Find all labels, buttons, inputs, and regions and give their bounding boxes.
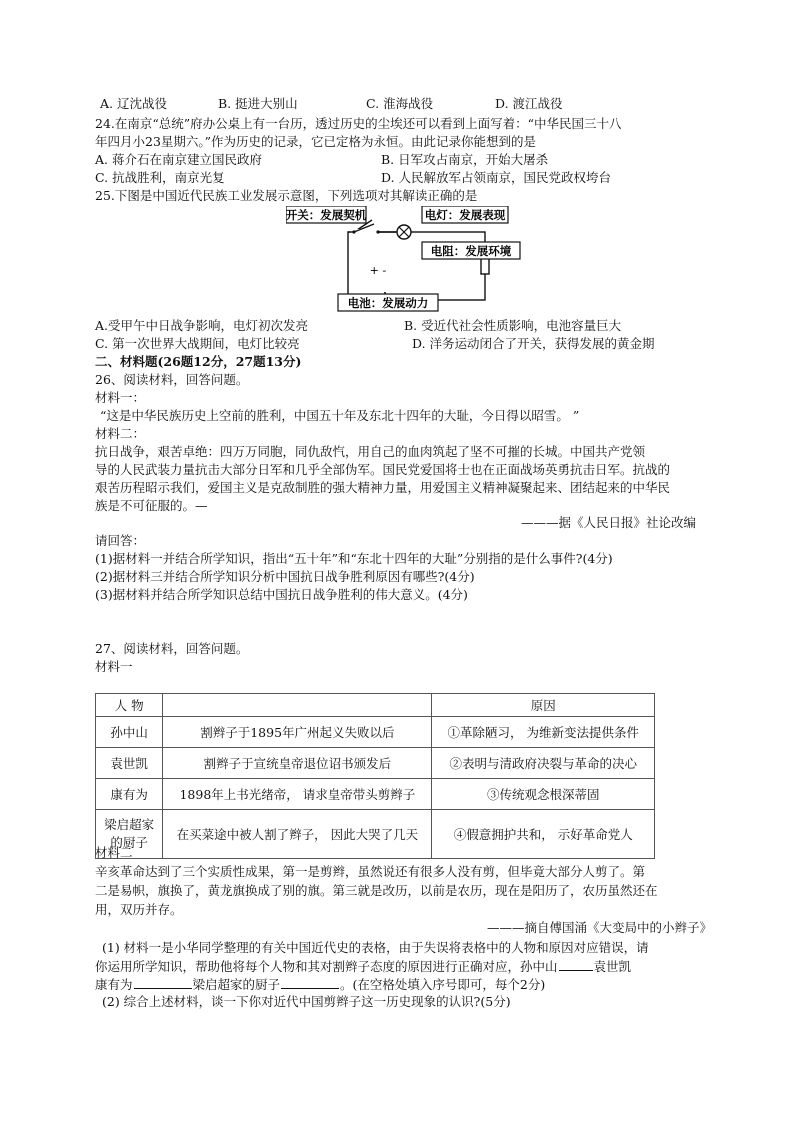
q23-option-a: A. 辽沈战役 <box>100 96 167 111</box>
q27-question2: (2) 综合上述材料，谈一下你对近代中国剪辫子这一历史现象的认识?(5分) <box>102 994 511 1009</box>
q27-material2-label: 材料二 <box>95 845 133 860</box>
table-row <box>96 748 655 779</box>
table-row <box>96 717 655 748</box>
resistor-label: 电阻：发展环境 <box>430 244 512 258</box>
table-cell-person: 袁世凯 <box>96 748 163 779</box>
table-cell-reason: ④假意拥护共和， 示好革命党人 <box>432 810 655 859</box>
q25-option-c: C. 第一次世界大战期间，电灯比较亮 <box>95 336 300 351</box>
q26-material1-label: 材料一： <box>95 390 146 405</box>
q25-stem: 25.下图是中国近代民族工业发展示意图，下列选项对其解读正确的是 <box>95 188 478 203</box>
q26-material2-line3: 艰苦历程昭示我们，爱国主义是克敌制胜的强大精神力量，用爱国主义精神凝聚起来、团结起来的中华民 <box>95 480 671 495</box>
q27-question1-line1: (1) 材料一是小华同学整理的有关中国近代史的表格，由于失误将表格中的人物和原因对应错误，请 <box>102 940 649 955</box>
q27-question1-text: 。(在空格处填入序号即可，每个2分) <box>340 977 546 992</box>
q27-table <box>95 693 655 859</box>
q26-material2-line1: 抗日战争，艰苦卓绝：四万万同胞，同仇敌忾，用自己的血肉筑起了坚不可摧的长城。中国共产党领 <box>95 444 646 459</box>
table-row <box>96 810 655 859</box>
q26-question1: (1)据材料一并结合所学知识，指出“五十年”和“东北十四年的大耻”分别指的是什么事件?(4分) <box>95 551 613 566</box>
q27-source: ———摘自傅国涌《大变局中的小辫子》 <box>487 920 713 935</box>
q27-question1-text: 袁世凯 <box>593 959 632 974</box>
q23-option-c: C. 淮海战役 <box>366 96 434 111</box>
q23-option-b: B. 挺进大别山 <box>218 96 298 111</box>
q24-option-a: A. 蒋介石在南京建立国民政府 <box>95 152 262 167</box>
table-header-cell: 人 物 <box>96 694 163 717</box>
table-cell-event: 1898年上书光绪帝， 请求皇帝带头剪辫子 <box>163 779 432 810</box>
answer-blank-kang-youwei-cook[interactable] <box>281 976 339 989</box>
table-cell-event: 在买菜途中被人割了辫子， 因此大哭了几天 <box>163 810 432 859</box>
q26-question3: (3)据材料并结合所学知识总结中国抗日战争胜利的伟大意义。(4分) <box>95 587 468 602</box>
table-header-row <box>96 694 655 717</box>
q27-question1-text: 康有为 <box>95 977 133 992</box>
q25-option-b: B. 受近代社会性质影响，电池容量巨大 <box>404 318 622 333</box>
q27-question1-line2 <box>95 958 631 975</box>
q26-material2-line4: 族是不可征服的。— <box>95 498 208 513</box>
q24-stem-line2: 年四月小23星期六。”作为历史的记录，它已定格为永恒。由此记录你能想到的是 <box>95 134 537 149</box>
q26-material1-text: “这是中华民族历史上空前的胜利，中国五十年及东北十四年的大耻，今日得以昭雪。 ” <box>100 408 580 423</box>
section2-title: 二、材料题(26题12分，27题13分) <box>95 354 302 369</box>
circuit-diagram <box>286 206 526 312</box>
q23-option-d: D. 渡江战役 <box>495 96 563 111</box>
q26-ask: 请回答： <box>95 533 146 548</box>
q27-question1-text: 你运用所学知识，帮助他将每个人物和其对割辫子态度的原因进行正确对应，孙中山 <box>95 959 558 974</box>
answer-blank-sun-zhongshan[interactable] <box>559 958 593 971</box>
q24-stem-line1: 24.在南京“总统”府办公桌上有一台历，透过历史的尘埃还可以看到上面写着：“中华民国三十八 <box>95 116 622 131</box>
q26-source: ———据《人民日报》社论改编 <box>521 515 697 530</box>
table-cell-reason: ①革除陋习， 为维新变法提供条件 <box>432 717 655 748</box>
q27-question1-line3 <box>95 976 545 993</box>
q26-material2-label: 材料二： <box>95 426 146 441</box>
table-header-cell: 原因 <box>432 694 655 717</box>
table-cell-event: 割辫子于1895年广州起义失败以后 <box>163 717 432 748</box>
q25-option-a: A.受甲午中日战争影响，电灯初次发亮 <box>95 318 309 333</box>
battery-label: 电池：发展动力 <box>347 296 429 310</box>
table-cell-event: 割辫子于宣统皇帝退位诏书颁发后 <box>163 748 432 779</box>
q26-stem: 26、阅读材料，回答问题。 <box>95 372 249 387</box>
q27-material1-label: 材料一 <box>95 659 133 674</box>
table-row <box>96 779 655 810</box>
q27-material2-line2: 二是易帜，旗换了，黄龙旗换成了别的旗。第三就是改历，以前是农历，现在是阳历了，农历虽然还在 <box>95 883 658 898</box>
q27-stem: 27、阅读材料，回答问题。 <box>95 641 249 656</box>
table-cell-person: 孙中山 <box>96 717 163 748</box>
q26-material2-line2: 导的人民武装力量抗击大部分日军和几乎全部伪军。国民党爱国将士也在正面战场英勇抗击日军。抗战的 <box>95 462 671 477</box>
lamp-label: 电灯：发展表现 <box>424 208 506 222</box>
q27-material2-line1: 辛亥革命达到了三个实质性成果，第一是剪辫，虽然说还有很多人没有剪，但毕竟大部分人剪了。第 <box>95 864 646 879</box>
table-cell-reason: ②表明与清政府决裂与革命的决心 <box>432 748 655 779</box>
answer-blank-yuan-shikai[interactable] <box>134 976 192 989</box>
table-header-cell <box>163 694 432 717</box>
q24-option-b: B. 日军攻占南京，开始大屠杀 <box>381 152 549 167</box>
q24-option-d: D. 人民解放军占领南京，国民党政权垮台 <box>381 170 612 185</box>
table-cell-person: 康有为 <box>96 779 163 810</box>
switch-label: 开关：发展契机 <box>286 208 367 222</box>
q27-material2-line3: 用，双历并存。 <box>95 902 183 917</box>
q26-question2: (2)据材料三并结合所学知识分析中国抗日战争胜利原因有哪些?(4分) <box>95 569 475 584</box>
table-cell-reason: ③传统观念根深蒂固 <box>432 779 655 810</box>
q24-option-c: C. 抗战胜利，南京光复 <box>95 170 225 185</box>
table-cell-person: 梁启超家的厨子 <box>96 810 163 859</box>
q25-option-d: D. 洋务运动闭合了开关，获得发展的黄金期 <box>412 336 655 351</box>
polarity-label: + - <box>369 264 387 277</box>
q27-question1-text: 梁启超家的厨子 <box>192 977 281 992</box>
